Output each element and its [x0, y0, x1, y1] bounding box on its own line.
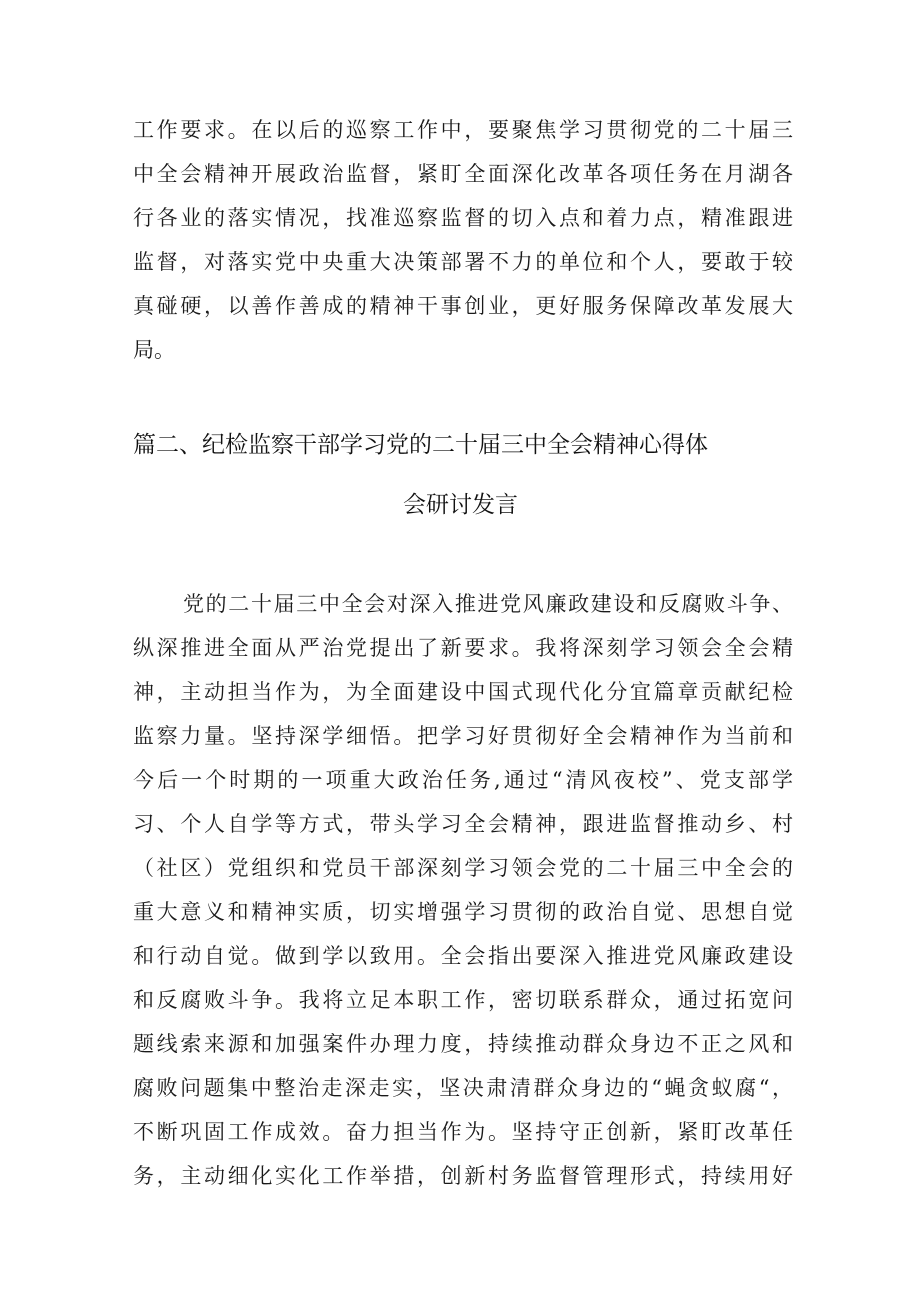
section-heading-line-2: 会研讨发言 — [403, 492, 518, 518]
section-heading-line-1: 篇二、纪检监察干部学习党的二十届三中全会精神心得体 — [133, 432, 708, 458]
body-line-11: 题线索来源和加强案件办理力度，持续推动群众身边不正之风和 — [133, 1032, 793, 1056]
intro-line-2: 中全会精神开展政治监督，紧盯全面深化改革各项任务在月湖各 — [133, 162, 793, 186]
body-line-10: 和反腐败斗争。我将立足本职工作，密切联系群众，通过拓宽问 — [133, 988, 793, 1012]
body-line-9: 和行动自觉。做到学以致用。全会指出要深入推进党风廉政建设 — [133, 944, 793, 968]
body-line-5: 今后一个时期的一项重大政治任务,通过“清风夜校”、党支部学 — [133, 768, 793, 792]
body-line-14: 务，主动细化实化工作举措，创新村务监督管理形式，持续用好 — [133, 1164, 793, 1188]
intro-line-6: 局。 — [133, 338, 175, 362]
body-line-4: 监察力量。坚持深学细悟。把学习好贯彻好全会精神作为当前和 — [133, 724, 793, 748]
body-line-8: 重大意义和精神实质，切实增强学习贯彻的政治自觉、思想自觉 — [133, 900, 793, 924]
body-line-2: 纵深推进全面从严治党提出了新要求。我将深刻学习领会全会精 — [133, 636, 793, 660]
body-line-13: 不断巩固工作成效。奋力担当作为。坚持守正创新，紧盯改革任 — [133, 1120, 793, 1144]
body-line-7: （社区）党组织和党员干部深刻学习领会党的二十届三中全会的 — [133, 856, 793, 880]
body-line-1: 党的二十届三中全会对深入推进党风廉政建设和反腐败斗争、 — [183, 592, 793, 616]
intro-line-1: 工作要求。在以后的巡察工作中，要聚焦学习贯彻党的二十届三 — [133, 118, 793, 142]
intro-line-5: 真碰硬，以善作善成的精神干事创业，更好服务保障改革发展大 — [133, 294, 793, 318]
intro-line-4: 监督，对落实党中央重大决策部署不力的单位和个人，要敢于较 — [133, 250, 793, 274]
body-line-12: 腐败问题集中整治走深走实，坚决肃清群众身边的“蝇贪蚁腐“， — [133, 1076, 793, 1100]
body-line-3: 神，主动担当作为，为全面建设中国式现代化分宜篇章贡献纪检 — [133, 680, 793, 704]
body-line-6: 习、个人自学等方式，带头学习全会精神，跟进监督推动乡、村 — [133, 812, 793, 836]
intro-line-3: 行各业的落实情况，找准巡察监督的切入点和着力点，精准跟进 — [133, 206, 793, 230]
